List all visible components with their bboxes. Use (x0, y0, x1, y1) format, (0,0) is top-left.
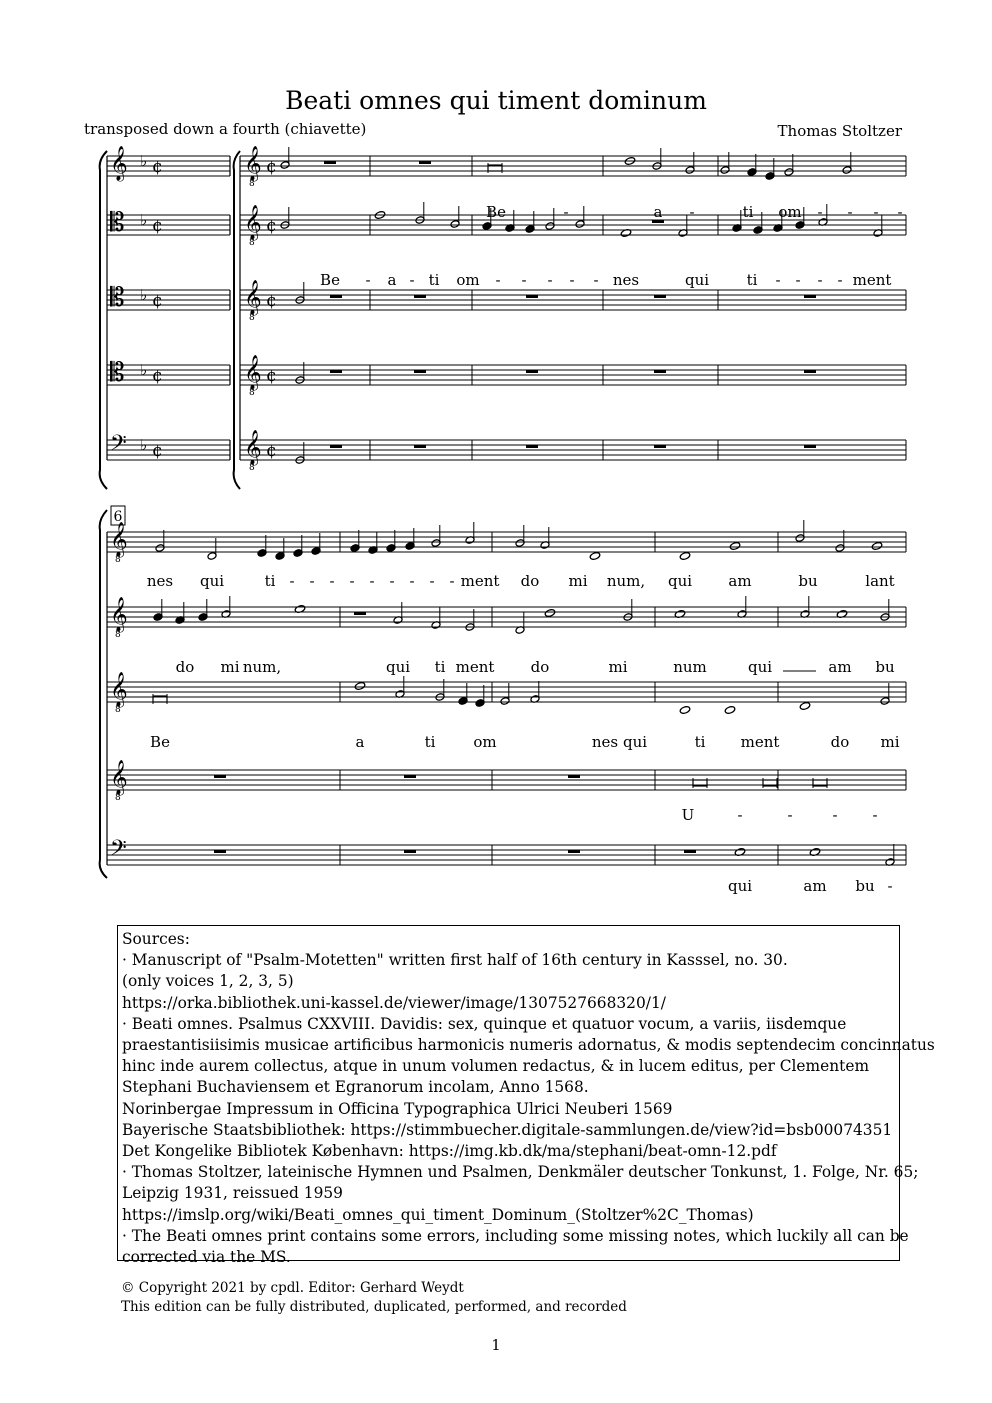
lyric-syllable: am (728, 572, 752, 590)
rest (526, 295, 538, 298)
rest (654, 445, 666, 448)
cut-time-sign: ¢ (152, 291, 163, 311)
system-bracket (100, 151, 107, 489)
source-line: · Thomas Stoltzer, lateinische Hymnen und Psalmen, Denkmäler deutscher Tonkunst, 1. Folge, Nr. 65; (122, 1163, 919, 1182)
rest (354, 612, 366, 615)
lyric-syllable: mi (568, 572, 588, 590)
lyric-syllable: ti (742, 203, 754, 221)
cut-time-sign: ¢ (266, 157, 277, 177)
treble-clef: 𝄞 (110, 760, 128, 795)
page-number: 1 (491, 1336, 501, 1354)
source-line: corrected via the MS. (122, 1248, 291, 1267)
lyric-syllable: nes (146, 572, 174, 590)
treble-clef: 𝄞 (110, 146, 128, 181)
rest (804, 445, 816, 448)
flat-sign: ♭ (140, 361, 148, 379)
lyric-syllable: a (387, 271, 397, 289)
lyric-syllable: - (409, 572, 415, 590)
lyric-syllable: qui (622, 733, 648, 751)
lyric-syllable: ti (694, 733, 706, 751)
lyric-syllable: mi (608, 658, 628, 676)
lyric-syllable: qui (199, 572, 225, 590)
lyric-syllable: - (795, 271, 801, 289)
lyric-syllable: - (563, 203, 569, 221)
lyric-syllable: am (828, 658, 852, 676)
lyric-syllable: - (817, 203, 823, 221)
rest (526, 370, 538, 373)
rest (419, 161, 431, 164)
lyric-syllable: ti (424, 733, 436, 751)
lyric-syllable: ti (746, 271, 758, 289)
bass-clef: 𝄢 (110, 836, 127, 866)
rest (804, 370, 816, 373)
source-line: https://imslp.org/wiki/Beati_omnes_qui_timent_Dominum_(Stoltzer%2C_Thomas) (122, 1205, 754, 1224)
lyric-syllable: om (456, 271, 480, 289)
treble-clef: 𝄞 (110, 672, 128, 707)
rest (526, 445, 538, 448)
flat-sign: ♭ (140, 152, 148, 170)
octave-mark: 8 (249, 388, 255, 398)
cut-time-sign: ¢ (266, 291, 277, 311)
score-layer (100, 146, 906, 895)
lyric-syllable: num (673, 658, 707, 676)
lyric-syllable: num, (242, 658, 282, 676)
source-line: Det Kongelike Bibliotek København: https://img.kb.dk/ma/stephani/beat-omn-12.pdf (122, 1142, 777, 1161)
rest (404, 850, 416, 853)
lyric-syllable: ment (852, 271, 892, 289)
treble-clef: 𝄞 (110, 597, 128, 632)
rest (654, 295, 666, 298)
alto-clef: 𝄡 (110, 283, 125, 313)
source-line: Norinbergae Impressum in Officina Typographica Ulrici Neuberi 1569 (122, 1099, 673, 1118)
lyric-syllable: - (832, 806, 838, 824)
rest (330, 445, 342, 448)
octave-mark: 8 (249, 238, 255, 248)
lyric-syllable: - (897, 203, 903, 221)
lyric-syllable: - (309, 572, 315, 590)
license-line: This edition can be fully distributed, duplicated, performed, and recorded (121, 1299, 627, 1315)
lyric-syllable: qui (747, 658, 773, 676)
whole-note (354, 681, 365, 690)
rest (414, 445, 426, 448)
cut-time-sign: ¢ (152, 157, 163, 177)
subtitle: transposed down a fourth (chiavette) (84, 120, 367, 138)
source-line: · Beati omnes. Psalmus CXXVIII. Davidis: sex, quinque et quatuor vocum, a variis, iisdemque (122, 1014, 847, 1033)
whole-note (799, 701, 810, 710)
source-line: hinc inde aurem collectus, atque in unum volumen redactus, & in lucem editus, per Clementem (122, 1057, 870, 1076)
treble-clef: 𝄞 (244, 355, 262, 390)
lyric-syllable: - (737, 806, 743, 824)
lyric-syllable: bu (855, 877, 875, 895)
lyric-syllable: ti (428, 271, 440, 289)
rest (414, 295, 426, 298)
cut-time-sign: ¢ (152, 216, 163, 236)
source-line: (only voices 1, 2, 3, 5) (122, 972, 294, 991)
lyric-syllable: - (873, 203, 879, 221)
lyric-syllable: mi (220, 658, 240, 676)
lyric-syllable: om (778, 203, 802, 221)
lyric-syllable: a (653, 203, 663, 221)
lyric-syllable: lant (865, 572, 895, 590)
rest (330, 370, 342, 373)
octave-mark: 8 (115, 555, 121, 565)
lyric-syllable: a (355, 733, 365, 751)
octave-mark: 8 (249, 463, 255, 473)
lyric-syllable: ment (740, 733, 780, 751)
bass-clef: 𝄢 (110, 431, 127, 461)
lyric-syllable: - (521, 271, 527, 289)
measure-number: 6 (113, 509, 123, 525)
lyric-syllable: ment (455, 658, 495, 676)
copyright-notice (121, 1279, 627, 1317)
flat-sign: ♭ (140, 286, 148, 304)
cut-time-sign: ¢ (152, 441, 163, 461)
source-line: Stephani Buchaviensem et Egranorum incolam, Anno 1568. (122, 1078, 589, 1097)
source-line: · Manuscript of "Psalm-Motetten" written first half of 16th century in Kasssel, no. 30. (122, 951, 788, 970)
source-line: Bayerische Staatsbibliothek: https://stimmbuecher.digitale-sammlungen.de/view?id=bsb00074351 (122, 1120, 893, 1139)
lyric-syllable: bu (875, 658, 895, 676)
treble-clef: 𝄞 (244, 146, 262, 181)
rest (214, 775, 226, 778)
composer: Thomas Stoltzer (777, 122, 902, 140)
octave-mark: 8 (249, 179, 255, 189)
treble-clef: 𝄞 (244, 205, 262, 240)
source-line: https://orka.bibliothek.uni-kassel.de/viewer/image/1307527668320/1/ (122, 993, 666, 1012)
lyric-syllable: nes (591, 733, 619, 751)
copyright-line: © Copyright 2021 by cpdl. Editor: Gerhard Weydt (121, 1280, 464, 1296)
lyric-syllable: do (830, 733, 850, 751)
page-title: Beati omnes qui timent dominum (285, 86, 707, 115)
score (0, 140, 992, 900)
rest (568, 775, 580, 778)
lyric-syllable: - (369, 572, 375, 590)
alto-clef: 𝄡 (110, 358, 125, 388)
rest (404, 775, 416, 778)
lyric-syllable: qui (684, 271, 710, 289)
rest (214, 850, 226, 853)
lyric-syllable: - (289, 572, 295, 590)
lyric-syllable: ti (264, 572, 276, 590)
whole-note (729, 541, 740, 550)
octave-mark: 8 (115, 705, 121, 715)
lyric-syllable: - (787, 806, 793, 824)
cut-time-sign: ¢ (266, 216, 277, 236)
sources-heading: Sources: (122, 930, 190, 948)
lyric-syllable: - (887, 877, 893, 895)
lyric-syllable: - (847, 203, 853, 221)
treble-clef: 𝄞 (110, 522, 128, 557)
lyric-syllable: - (547, 271, 553, 289)
lyric-syllable: mi (880, 733, 900, 751)
lyric-syllable: - (429, 572, 435, 590)
system-bracket (234, 151, 240, 489)
sources-box (117, 925, 935, 1267)
lyric-syllable: - (495, 271, 501, 289)
lyric-syllable: om (473, 733, 497, 751)
system-bracket (100, 510, 107, 878)
lyric-syllable: nes (612, 271, 640, 289)
octave-mark: 8 (249, 313, 255, 323)
source-line: · The Beati omnes print contains some errors, including some missing notes, which luckily all can be (122, 1226, 909, 1245)
whole-note (871, 541, 882, 550)
octave-mark: 8 (115, 630, 121, 640)
whole-note (544, 608, 555, 617)
lyric-syllable: - (689, 203, 695, 221)
lyric-syllable: qui (667, 572, 693, 590)
lyric-syllable: - (449, 572, 455, 590)
rest (684, 850, 696, 853)
rest (330, 295, 342, 298)
rest (414, 370, 426, 373)
lyric-syllable: - (365, 271, 371, 289)
lyric-syllable: - (872, 806, 878, 824)
rest (568, 850, 580, 853)
lyric-syllable: do (520, 572, 540, 590)
lyric-syllable: - (569, 271, 575, 289)
lyric-syllable: - (329, 572, 335, 590)
lyric-syllable: bu (798, 572, 818, 590)
lyric-syllable: - (837, 271, 843, 289)
lyric-syllable: - (817, 271, 823, 289)
lyric-syllable: Be (150, 733, 170, 751)
lyric-syllable: do (530, 658, 550, 676)
treble-clef: 𝄞 (244, 280, 262, 315)
lyric-syllable: - (349, 572, 355, 590)
lyric-syllable: U (681, 806, 695, 824)
cut-time-sign: ¢ (266, 441, 277, 461)
whole-note (724, 705, 735, 714)
lyric-syllable: - (409, 271, 415, 289)
rest (324, 161, 336, 164)
cut-time-sign: ¢ (266, 366, 277, 386)
lyric-syllable: ment (460, 572, 500, 590)
lyric-syllable: - (775, 271, 781, 289)
flat-sign: ♭ (140, 436, 148, 454)
octave-mark: 8 (115, 793, 121, 803)
rest (804, 295, 816, 298)
lyric-syllable: - (389, 572, 395, 590)
flat-sign: ♭ (140, 211, 148, 229)
lyric-syllable: Be (486, 203, 506, 221)
lyric-syllable: qui (727, 877, 753, 895)
rest (654, 370, 666, 373)
lyric-syllable: do (175, 658, 195, 676)
alto-clef: 𝄡 (110, 208, 125, 238)
lyric-syllable: ti (434, 658, 446, 676)
whole-note (679, 551, 690, 560)
whole-note (679, 705, 690, 714)
lyric-syllable: am (803, 877, 827, 895)
lyric-syllable: Be (320, 271, 340, 289)
whole-note (589, 551, 600, 560)
lyric-syllable: qui (385, 658, 411, 676)
source-line: praestantisiisimis musicae artificibus harmonicis numeris adornatus, & modis septendecim concinnatus (122, 1036, 935, 1055)
treble-clef: 𝄞 (244, 430, 262, 465)
cut-time-sign: ¢ (152, 366, 163, 386)
source-line: Leipzig 1931, reissued 1959 (122, 1184, 343, 1203)
lyric-syllable: - (593, 271, 599, 289)
lyric-syllable: num, (606, 572, 646, 590)
